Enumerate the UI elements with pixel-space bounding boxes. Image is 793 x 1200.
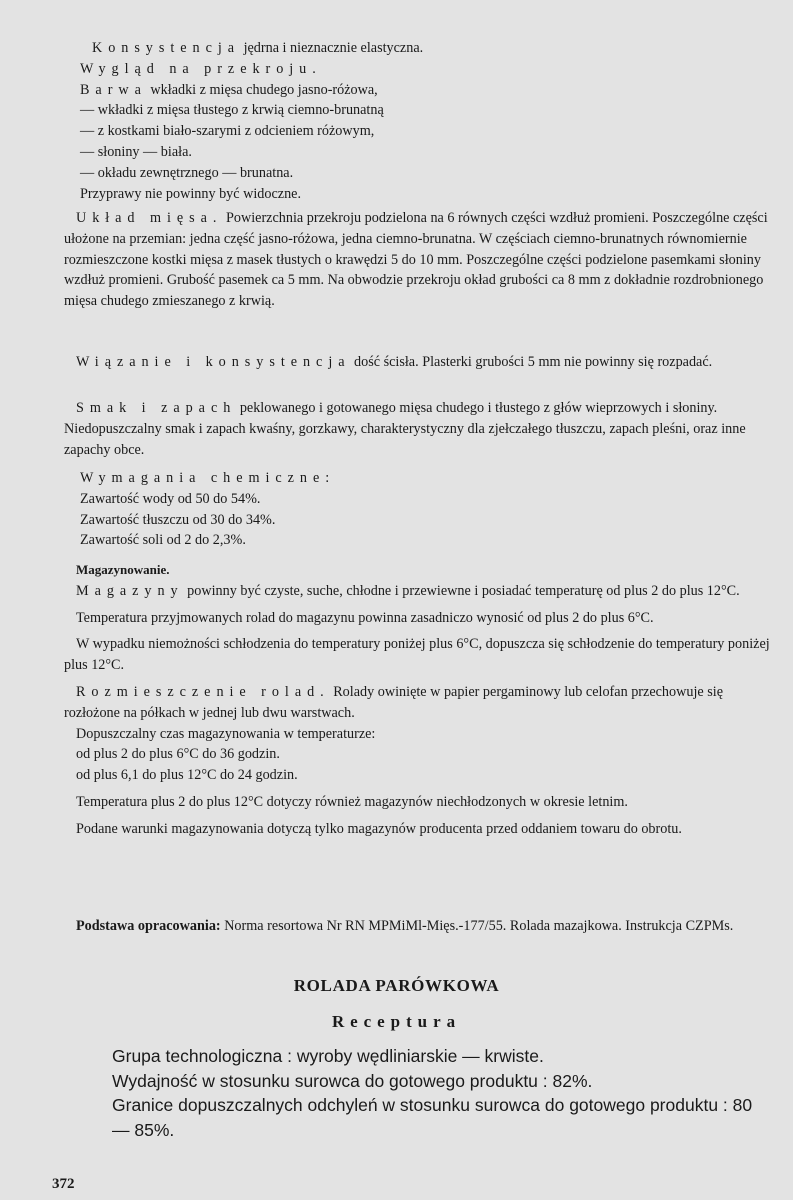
consistency-text: jędrna i nieznacznie elastyczna. <box>240 40 424 56</box>
chemical-item: Zawartość tłuszczu od 30 do 34%. <box>80 511 276 528</box>
taste-text: peklowanego i gotowanego mięsa chudego i tłustego z głów wieprzowych i słoniny. Niedopuszczalny smak i zapach kwaśny, gorzkawy, charakterystyczny dla zjełczałego tłuszczu, zapach pleśni, oraz inne zapachy obce. <box>64 400 746 458</box>
storage-temp-paragraph: Temperatura przyjmowanych rolad do magazynu powinna zasadniczo wynosić od plus 2 do plus 6°C. <box>76 609 654 626</box>
color-line: — słoniny — biała. <box>80 143 192 160</box>
consistency-paragraph <box>80 38 770 59</box>
placement-label: Rozmieszczenie rolad. <box>76 683 330 700</box>
chemical-heading: Wymagania chemiczne: <box>80 470 336 486</box>
binding-text: dość ścisła. Plasterki grubości 5 mm nie powinny się rozpadać. <box>350 354 713 370</box>
recipe-line: Grupa technologiczna : wyroby wędliniarskie — krwiste. <box>112 1046 544 1066</box>
cooling-paragraph: W wypadku niemożności schłodzenia do temperatury poniżej plus 6°C, dopuszcza się schłodzenie do temperatury poniżej plus 12°C. <box>64 636 770 674</box>
storage-section <box>64 560 770 840</box>
basis-paragraph <box>64 916 770 937</box>
color-line: — wkładki z mięsa tłustego z krwią ciemno-brunatną <box>80 102 384 119</box>
placement-text: Rolady owinięte w papier pergaminowy lub celofan przechowuje się rozłożone na półkach w jednej lub dwu warstwach. <box>64 683 723 721</box>
color-paragraph <box>80 80 770 101</box>
storage-time-heading: Dopuszczalny czas magazynowania w temperaturze: <box>76 725 376 742</box>
warehouses-paragraph <box>64 581 770 602</box>
recipe-block <box>112 1044 772 1142</box>
recipe-line: Wydajność w stosunku surowca do gotowego produktu : 82%. <box>112 1070 593 1091</box>
appearance-section <box>80 38 770 204</box>
basis-label: Podstawa opracowania: <box>76 918 221 934</box>
meat-layout-section <box>64 208 770 312</box>
page-number: 372 <box>52 1176 75 1192</box>
storage-time-item: od plus 2 do plus 6°C do 36 godzin. <box>76 746 280 763</box>
basis-text: Norma resortowa Nr RN MPMiMl-Mięs.-177/55. Rolada mazajkowa. Instrukcja CZPMs. <box>220 918 734 934</box>
chemical-item: Zawartość wody od 50 do 54%. <box>80 490 261 507</box>
recipe-title: ROLADA PARÓWKOWA <box>293 976 500 995</box>
taste-paragraph <box>64 398 770 460</box>
meat-layout-paragraph <box>64 208 770 312</box>
chemical-section <box>80 468 770 551</box>
color-text: wkładki z mięsa chudego jasno-różowa, <box>146 81 378 98</box>
cross-section-heading: Wygląd na przekroju. <box>80 60 322 77</box>
color-label: Barwa <box>80 81 147 98</box>
binding-section <box>64 352 770 373</box>
consistency-label: Konsystencja <box>92 40 241 56</box>
meat-layout-label: Układ mięsa. <box>76 210 223 226</box>
recipe-subtitle: Receptura <box>331 1012 462 1031</box>
storage-heading: Magazynowanie. <box>76 562 170 577</box>
spices-line: Przyprawy nie powinny być widoczne. <box>80 185 302 202</box>
meat-layout-text: Powierzchnia przekroju podzielona na 6 równych części wzdłuż promieni. Poszczególne części ułożone na przemian: jedna część jasno-różowa, jedna ciemno-brunatna. W częściach ciemno-brunatnych równomiernie rozmieszczone kostki mięsa z masek tłustych o krawędzi 5 do 10 mm. Poszczególne części podzielone pasemkami słoniny wzdłuż promieni. Grubość pasemek ca 5 mm. Na obwodzie przekroju okład grubości ca 8 mm z dokładnie rozdrobnionego mięsa chudego zmieszanego z krwią. <box>64 210 768 310</box>
binding-label: Wiązanie i konsystencja <box>76 354 351 370</box>
taste-section <box>64 398 770 460</box>
color-line: — okładu zewnętrznego — brunatna. <box>80 164 294 181</box>
warehouses-text: powinny być czyste, suche, chłodne i przewiewne i posiadać temperaturę od plus 2 do plus 12°C. <box>183 582 740 599</box>
recipe-line: Granice dopuszczalnych odchyleń w stosunku surowca do gotowego produktu : 80 — 85%. <box>112 1095 753 1140</box>
warehouses-label: Magazyny <box>76 582 184 599</box>
taste-label: Smak i zapach <box>76 400 237 416</box>
placement-paragraph <box>64 682 770 724</box>
summer-paragraph: Temperatura plus 2 do plus 12°C dotyczy również magazynów niechłodzonych w okresie letnim. <box>76 793 628 810</box>
binding-paragraph <box>64 352 770 373</box>
producer-paragraph: Podane warunki magazynowania dotyczą tylko magazynów producenta przed oddaniem towaru do obrotu. <box>76 820 682 837</box>
color-line: — z kostkami biało-szarymi z odcieniem różowym, <box>80 123 375 140</box>
chemical-item: Zawartość soli od 2 do 2,3%. <box>80 532 246 549</box>
storage-time-item: od plus 6,1 do plus 12°C do 24 godzin. <box>76 767 298 784</box>
basis-section <box>64 916 770 937</box>
